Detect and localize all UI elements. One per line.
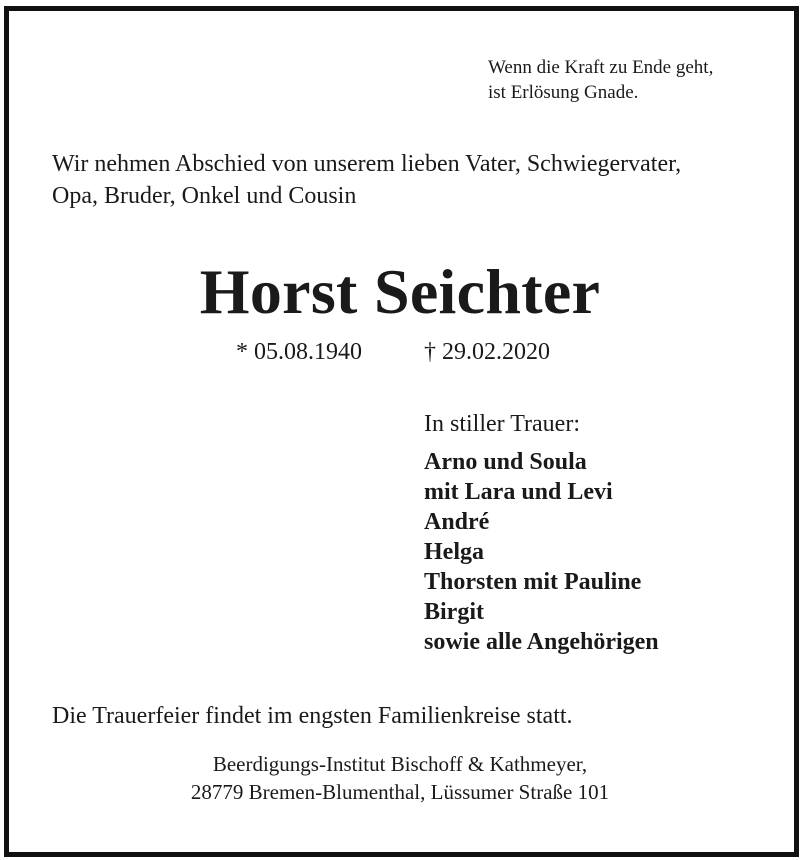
- intro-line: Opa, Bruder, Onkel und Cousin: [52, 183, 357, 209]
- intro-text: [52, 148, 681, 212]
- mourning-label: In stiller Trauer:: [424, 411, 580, 437]
- death-date: † 29.02.2020: [424, 339, 550, 365]
- mourner-name: mit Lara und Levi: [424, 479, 613, 505]
- mourner-name: Thorsten mit Pauline: [424, 569, 642, 595]
- birth-date: * 05.08.1940: [236, 339, 362, 365]
- mourner-name: André: [424, 509, 490, 535]
- mourner-name: sowie alle Angehörigen: [424, 629, 659, 655]
- quote-line: Wenn die Kraft zu Ende geht,: [488, 57, 714, 78]
- funeral-home-name: Beerdigungs-Institut Bischoff & Kathmeyer,: [212, 752, 588, 776]
- mourners-list: [424, 447, 659, 657]
- funeral-home: [0, 750, 800, 806]
- quote-line: ist Erlösung Gnade.: [488, 82, 639, 103]
- mourner-name: Helga: [424, 539, 484, 565]
- ceremony-note: Die Trauerfeier findet im engsten Familienkreise statt.: [52, 703, 573, 729]
- mourner-name: Birgit: [424, 599, 484, 625]
- funeral-home-address: 28779 Bremen-Blumenthal, Lüssumer Straße 101: [190, 780, 610, 804]
- deceased-name: Horst Seichter: [199, 256, 601, 327]
- intro-line: Wir nehmen Abschied von unserem lieben Vater, Schwiegervater,: [52, 151, 682, 177]
- epigraph-quote: [488, 55, 713, 105]
- mourner-name: Arno und Soula: [424, 449, 587, 475]
